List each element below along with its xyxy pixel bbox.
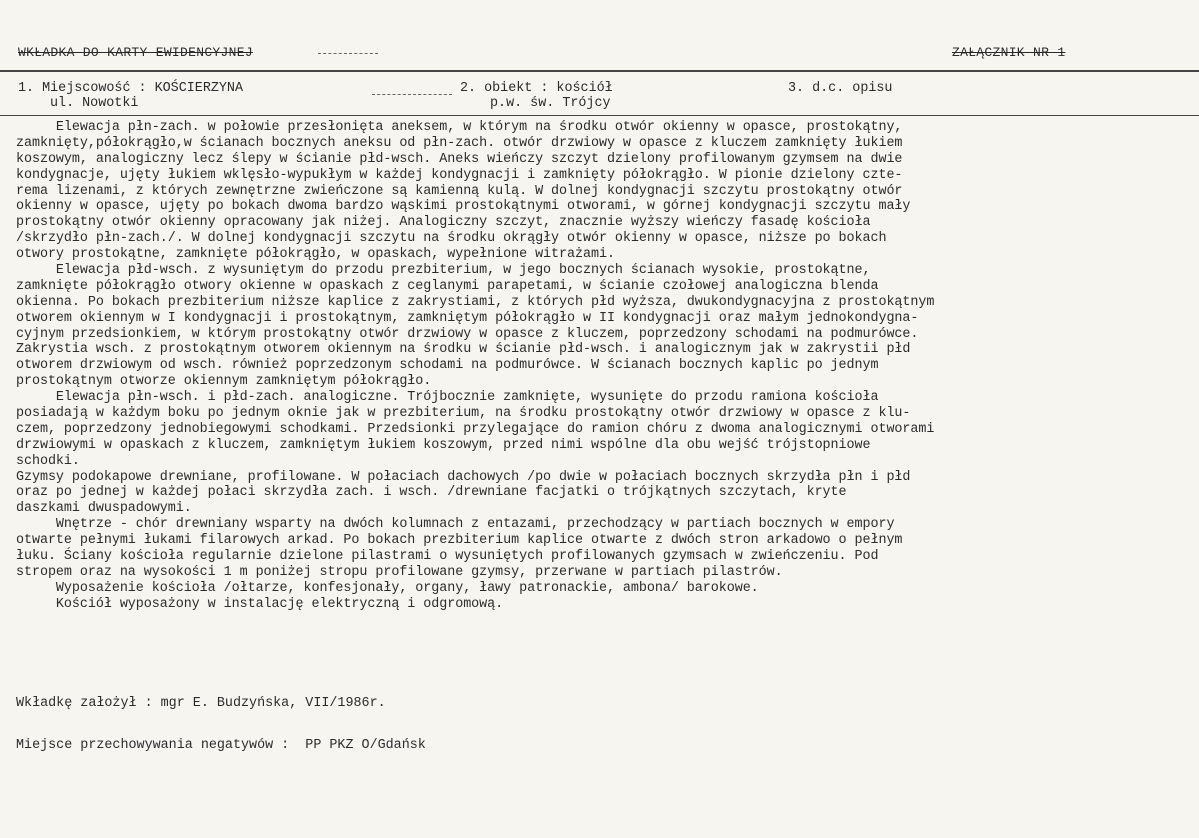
object-field: 2. obiekt : kościół — [460, 81, 613, 96]
description-line: łuku. Ściany kościoła regularnie dzielone pilastrami o wysuniętych profilowanych gzymsach w zwieńczeniu. Pod — [16, 549, 879, 565]
description-line: Gzymsy podokapowe drewniane, profilowane. W połaciach dachowych /po dwie w połaciach bocznych skrzydła płn i płd — [16, 469, 911, 485]
description-line: Zakrystia wsch. z prostokątnym otworem okiennym na środku w ścianie płd-wsch. i analogicznym jak w zakrystii płd — [16, 342, 911, 358]
description-line: Elewacja płn-wsch. i płd-zach. analogiczne. Trójbocznie zamknięte, wysunięte do przodu ramiona kościoła — [16, 390, 879, 406]
description-line: czem, poprzedzony jednobiegowymi schodkami. Przedsionki przylegające do ramion chóru z dwoma analogicznymi otworami — [16, 421, 935, 437]
description-line: schodki. — [16, 453, 80, 469]
description-line: cyjnym przedsionkiem, w którym prostokątny otwór drzwiowy w opasce z kluczem, poprzedzony schodami na podmurówce. — [16, 326, 919, 342]
description-line: rema lizenami, z których zewnętrzne zwieńczone są kamienną kulą. W dolnej kondygnacji szczytu prostokątny otwór — [16, 183, 903, 199]
description-line: Elewacja płd-wsch. z wysuniętym do przodu prezbiterium, w jego bocznych ścianach wysokie, prostokątne, — [16, 263, 871, 279]
description-line: kondygnacje, ujęty łukiem wklęsło-wypukłym w każdej kondygnacji i zamknięty półokrągło. W pionie dzielony czte- — [16, 167, 903, 183]
attachment-title: ZAŁĄCZNIK NR 1 — [952, 45, 1066, 60]
title-dash — [318, 53, 378, 54]
field-dash — [372, 94, 452, 95]
description-line: otworem drzwiowym od wsch. również poprzedzonym schodami na podmurówce. W ścianach bocznych kaplic po jednym — [16, 358, 879, 374]
description-line: daszkami dwuspadowymi. — [16, 501, 192, 517]
fields-rule — [0, 115, 1199, 116]
description-line: oraz po jednej w każdej połaci skrzydła zach. i wsch. /drewniane facjatki o trójkątnych szczytach, kryte — [16, 485, 847, 501]
description-line: otworem okiennym w I kondygnacji i prostokątnym, zamkniętym półokrągło w II kondygnacji oraz małym jednokondygna- — [16, 310, 919, 326]
negatives-location: Miejsce przechowywania negatywów : PP PKZ O/Gdańsk — [16, 738, 426, 753]
description-line: Wnętrze - chór drewniany wsparty na dwóch kolumnach z entazami, przechodzący w partiach bocznych w empory — [16, 517, 895, 533]
object-name: p.w. św. Trójcy — [490, 96, 611, 111]
description-line: stropem oraz na wysokości 1 m poniżej stropu profilowane gzymsy, przerwane w partiach pilastrów. — [16, 564, 783, 580]
description-line: okienny w opasce, ujęty po bokach dwoma bardzo wąskimi prostokątnymi otworami, w górnej kondygnacji szczytu mały — [16, 199, 911, 215]
description-line: otwory prostokątne, zamknięte półokrągło, w opaskach, wypełnione witrażami. — [16, 247, 615, 263]
description-line: okienna. Po bokach prezbiterium niższe kaplice z zakrystiami, z których płd wyższa, dwukondygnacyjna z prostokątnym — [16, 294, 935, 310]
description-line: zamknięte półokrągło otwory okienne w opaskach z ceglanymi parapetami, w ścianie czołowej analogiczna blenda — [16, 278, 879, 294]
description-line: Elewacja płn-zach. w połowie przesłonięta aneksem, w którym na środku otwór okienny w opasce, prostokątny, — [16, 120, 903, 135]
description-line: otwarte pełnymi łukami filarowych arkad. Po bokach prezbiterium kaplice otwarte z dwóch stron arkadowo o pełnym — [16, 533, 903, 549]
place-field: 1. Miejscowość : KOŚCIERZYNA — [18, 81, 243, 96]
description-body — [16, 120, 1196, 613]
insert-title: WKŁADKA DO KARTY EWIDENCYJNEJ — [18, 45, 253, 60]
description-field: 3. d.c. opisu — [788, 81, 893, 96]
header-rule — [0, 70, 1199, 72]
street-field: ul. Nowotki — [50, 96, 139, 111]
description-line: posiadają w każdym boku po jednym oknie jak w prezbiterium, na środku prostokątny otwór drzwiowy w opasce z klu- — [16, 406, 911, 422]
description-line: zamknięty,półokrągło,w ścianach bocznych aneksu od płn-zach. otwór drzwiowy w opasce z kluczem zamknięty łukiem — [16, 135, 903, 151]
description-line: prostokątny otwór okienny opracowany jak niżej. Analogiczny szczyt, znacznie wyższy wieńczy fasadę kościoła — [16, 215, 871, 231]
description-line: Wyposażenie kościoła /ołtarze, konfesjonały, organy, ławy patronackie, ambona/ barokowe. — [16, 580, 759, 596]
description-line: /skrzydło płn-zach./. W dolnej kondygnacji szczytu na środku okrągły otwór okienny w opasce, niższe po bokach — [16, 231, 887, 247]
description-line: prostokątnym otworze okiennym zamkniętym półokrągło. — [16, 374, 432, 390]
description-line: drzwiowymi w opaskach z kluczem, zamkniętym łukiem koszowym, przed nimi wspólne dla obu wejść trójstopniowe — [16, 437, 871, 453]
author-line: Wkładkę założył : mgr E. Budzyńska, VII/1986r. — [16, 696, 386, 711]
description-line: koszowym, analogiczny lecz ślepy w ścianie płd-wsch. Aneks wieńczy szczyt dzielony profilowanym gzymsem na dwie — [16, 151, 903, 167]
description-line: Kościół wyposażony w instalację elektryczną i odgromową. — [16, 596, 504, 612]
